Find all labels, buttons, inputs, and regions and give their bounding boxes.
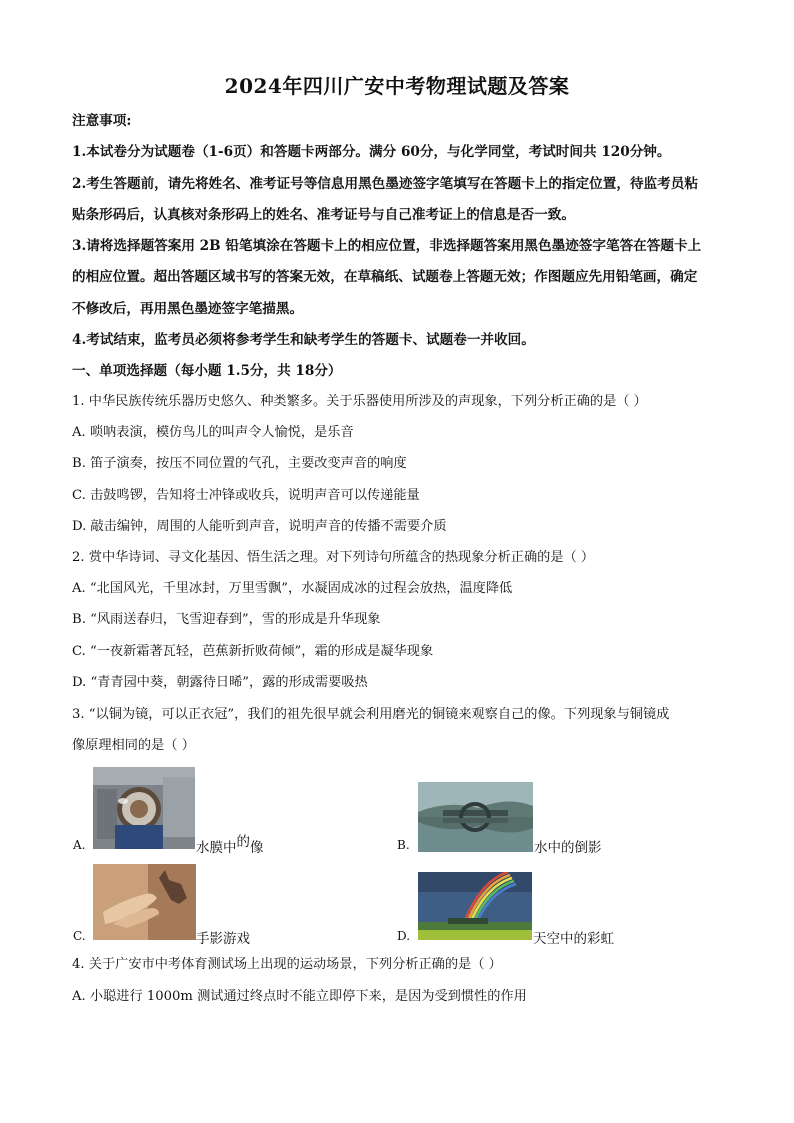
question-3-option-b-label: B.	[397, 838, 410, 852]
notice-line-4: 3.请将选择题答案用 2B 铅笔填涂在答题卡上的相应位置，非选择题答案用黑色墨迹签字笔答在答题卡上	[72, 238, 702, 254]
question-1-option-c: C. 击鼓鸣锣，告知将士冲锋或收兵，说明声音可以传递能量	[72, 488, 420, 503]
question-2-option-a: A. “北国风光，千里冰封，万里雪飘”，水凝固成冰的过程会放热，温度降低	[72, 581, 513, 596]
section-heading: 一、单项选择题（每小题 1.5分，共 18分）	[72, 363, 342, 379]
question-2-stem: 2. 赏中华诗词、寻文化基因、悟生活之理。对下列诗句所蕴含的热现象分析正确的是（ ）	[72, 550, 595, 565]
question-2-option-c: C. “一夜新霜著瓦轻，芭蕉新折败荷倾”，霜的形成是凝华现象	[72, 644, 434, 659]
notice-heading: 注意事项:	[72, 113, 132, 129]
question-3-option-a-label: A.	[73, 838, 86, 852]
question-3-option-b-caption: 水中的倒影	[534, 840, 602, 856]
notice-line-5: 的相应位置。超出答题区域书写的答案无效，在草稿纸、试题卷上答题无效；作图题应先用铅笔画，确定	[72, 269, 698, 285]
notice-line-3: 贴条形码后，认真核对条形码上的姓名、准考证号与自己准考证上的信息是否一致。	[72, 207, 575, 223]
question-1-option-b: B. 笛子演奏，按压不同位置的气孔，主要改变声音的响度	[72, 456, 407, 471]
notice-line-2: 2.考生答题前，请先将姓名、准考证号等信息用黑色墨迹签字笔填写在答题卡上的指定位置，待监考员粘	[72, 176, 698, 192]
page-title: 2024年四川广安中考物理试题及答案	[224, 74, 570, 98]
question-1-option-a: A. 唢呐表演，模仿鸟儿的叫声令人愉悦，是乐音	[72, 425, 354, 440]
question-3-option-c-caption: 手影游戏	[196, 931, 250, 947]
question-3-option-d-caption: 天空中的彩虹	[533, 931, 614, 947]
question-4-stem: 4. 关于广安市中考体育测试场上出现的运动场景，下列分析正确的是（ ）	[72, 957, 502, 972]
question-1-option-d: D. 敲击编钟，周围的人能听到声音，说明声音的传播不需要介质	[72, 519, 447, 534]
question-1-stem: 1. 中华民族传统乐器历史悠久、种类繁多。关于乐器使用所涉及的声现象，下列分析正确的是（ ）	[72, 394, 647, 409]
question-3-option-d-label: D.	[397, 929, 411, 943]
question-3-stem-line-2: 像原理相同的是（ ）	[72, 738, 195, 753]
question-3-option-c-label: C.	[73, 929, 86, 943]
question-2-option-d: D. “青青园中葵，朝露待日晞”，露的形成需要吸热	[72, 675, 368, 690]
reflection-image	[418, 782, 533, 852]
notice-line-6: 不修改后，再用黑色墨迹签字笔描黑。	[72, 301, 304, 317]
question-3-stem-line-1: 3. “以铜为镜，可以正衣冠”，我们的祖先很早就会利用磨光的铜镜来观察自己的像。下列现象与铜镜成	[72, 707, 670, 722]
rainbow-image	[418, 872, 532, 940]
notice-line-7: 4.考试结束，监考员必须将参考学生和缺考学生的答题卡、试题卷一并收回。	[72, 332, 535, 348]
question-3-option-a-caption: 水膜中的像	[196, 834, 264, 856]
water-film-image	[93, 767, 195, 849]
question-2-option-b: B. “风雨送春归，飞雪迎春到”，雪的形成是升华现象	[72, 612, 381, 627]
hand-shadow-image	[93, 864, 196, 940]
question-4-option-a: A. 小聪进行 1000m 测试通过终点时不能立即停下来，是因为受到惯性的作用	[72, 989, 527, 1004]
notice-line-1: 1.本试卷分为试题卷（1-6页）和答题卡两部分。满分 60分，与化学同堂，考试时间共 120分钟。	[72, 144, 671, 160]
